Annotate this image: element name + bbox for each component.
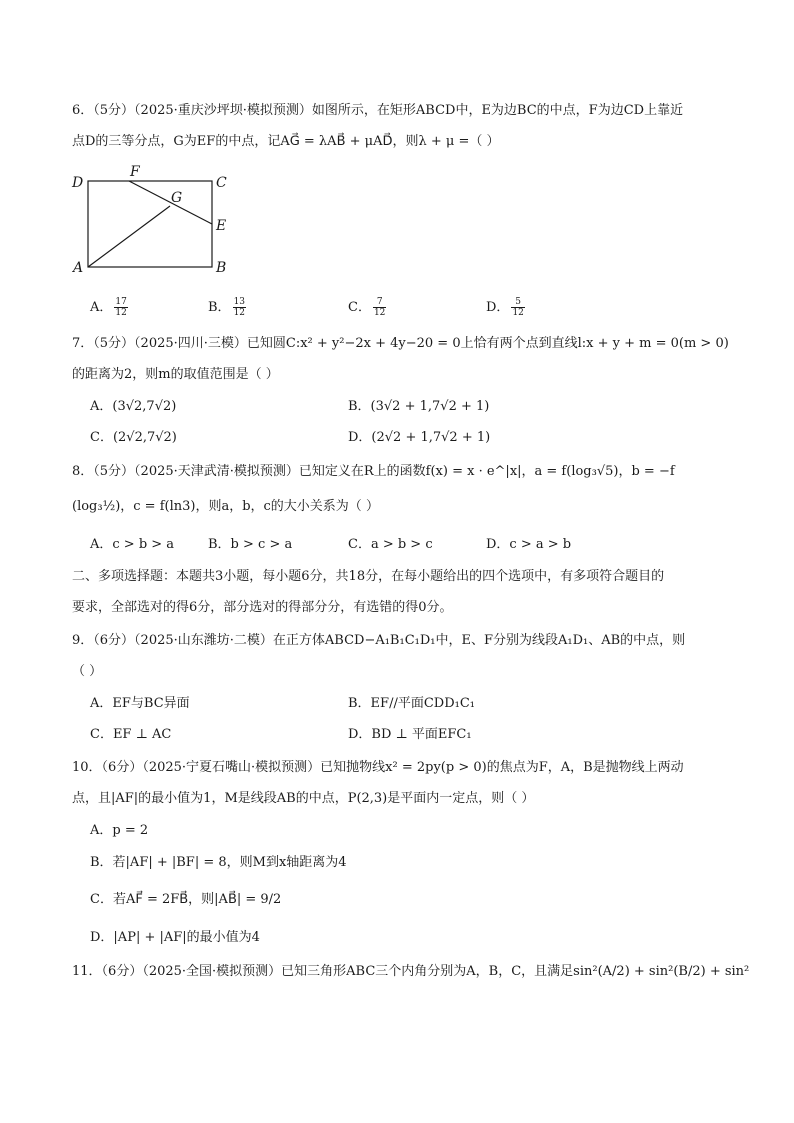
q9-option-d[interactable]: D．BD ⊥ 平面EFC₁ [348, 727, 472, 742]
q8-option-d[interactable]: D．c > a > b [486, 537, 572, 552]
option-key: C． [348, 300, 371, 315]
q10-stem-line1: 10．（6分）（2025·宁夏石嘴山·模拟预测）已知抛物线x² = 2py(p > 0)的焦点为F，A，B是抛物线上两动 [72, 760, 684, 775]
fraction-denominator: 12 [115, 308, 127, 318]
q8-option-a[interactable]: A．c > b > a [90, 537, 175, 552]
q7-stem-line2: 的距离为2，则m的取值范围是（ ） [72, 367, 279, 382]
q9-option-c[interactable]: C．EF ⊥ AC [90, 727, 172, 742]
q10-stem-line2: 点，且|AF|的最小值为1，M是线段AB的中点，P(2,3)是平面内一定点，则（ ） [72, 791, 535, 806]
q6-stem-line1: 6．（5分）（2025·重庆沙坪坝·模拟预测）如图所示，在矩形ABCD中，E为边BC的中点，F为边CD上靠近 [72, 103, 684, 118]
q7-option-d[interactable]: D．(2√2 + 1,7√2 + 1) [348, 430, 491, 445]
q10-option-c[interactable]: C．若AF⃗ = 2FB⃗，则|AB⃗| = 9/2 [90, 892, 282, 907]
q9-stem-line1: 9．（6分）（2025·山东潍坊·二模）在正方体ABCD−A₁B₁C₁D₁中，E、F分别为线段A₁D₁、AB的中点，则 [72, 633, 686, 648]
figure-label-d: D [72, 175, 84, 191]
q7-option-b[interactable]: B．(3√2 + 1,7√2 + 1) [348, 399, 490, 414]
q6-option-a[interactable] [90, 297, 128, 318]
option-key: A． [90, 300, 113, 315]
q7-stem-line1: 7．（5分）（2025·四川·三模）已知圆C:x² + y²−2x + 4y−20 = 0上恰有两个点到直线l:x + y + m = 0(m > 0) [72, 336, 729, 351]
option-key: D． [486, 300, 510, 315]
fraction-denominator: 12 [512, 308, 524, 318]
option-fraction [511, 297, 524, 318]
fraction-denominator: 12 [233, 308, 246, 318]
q8-option-b[interactable]: B．b > c > a [208, 537, 293, 552]
q11-stem-line1: 11．（6分）（2025·全国·模拟预测）已知三角形ABC三个内角分别为A，B，C，且满足sin²(A/2) + sin²(B/2) + sin² [72, 964, 750, 979]
fraction-numerator: 7 [373, 297, 386, 308]
q6-option-c[interactable] [348, 297, 386, 318]
section2-heading-line2: 要求，全部选对的得6分，部分选对的得部分分，有选错的得0分。 [72, 600, 453, 615]
q6-stem-line2: 点D的三等分点，G为EF的中点，记AG⃗ = λAB⃗ + μAD⃗，则λ + μ =（ ） [72, 134, 500, 149]
rectangle-figure [68, 162, 238, 277]
q8-stem-line1: 8．（5分）（2025·天津武清·模拟预测）已知定义在R上的函数f(x) = x · e^|x|，a = f(log₃√5)，b = −f [72, 464, 675, 479]
fraction-numerator: 17 [115, 297, 127, 307]
q10-option-a[interactable]: A．p = 2 [90, 823, 149, 838]
option-fraction [233, 297, 246, 318]
option-fraction [373, 297, 386, 318]
fraction-numerator: 13 [233, 297, 246, 307]
figure-label-f: F [130, 164, 140, 180]
figure-label-g: G [171, 190, 183, 206]
q10-option-d[interactable]: D．|AP| + |AF|的最小值为4 [90, 930, 260, 945]
fraction-denominator: 12 [373, 308, 386, 318]
q8-stem-line2: (log₃½)，c = f(ln3)，则a，b，c的大小关系为（ ） [72, 499, 379, 514]
figure-label-b: B [216, 260, 227, 276]
q9-stem-line2: （ ） [72, 664, 103, 679]
option-key: B． [208, 300, 231, 315]
q7-option-c[interactable]: C．(2√2,7√2) [90, 430, 177, 445]
q10-option-b[interactable]: B．若|AF| + |BF| = 8，则M到x轴距离为4 [90, 855, 347, 870]
figure-label-a: A [73, 260, 84, 276]
figure-label-e: E [216, 218, 227, 234]
section2-heading-line1: 二、多项选择题：本题共3小题，每小题6分，共18分，在每小题给出的四个选项中，有多项符合题目的 [72, 569, 665, 584]
q7-option-a[interactable]: A．(3√2,7√2) [90, 399, 177, 414]
q9-option-b[interactable]: B．EF//平面CDD₁C₁ [348, 696, 475, 711]
fraction-numerator: 5 [511, 297, 524, 308]
option-fraction [114, 297, 127, 318]
figure-label-c: C [216, 175, 227, 191]
q6-option-d[interactable] [486, 297, 525, 318]
q6-option-b[interactable] [208, 297, 246, 318]
q8-option-c[interactable]: C．a > b > c [348, 537, 433, 552]
q9-option-a[interactable]: A．EF与BC异面 [90, 696, 190, 711]
